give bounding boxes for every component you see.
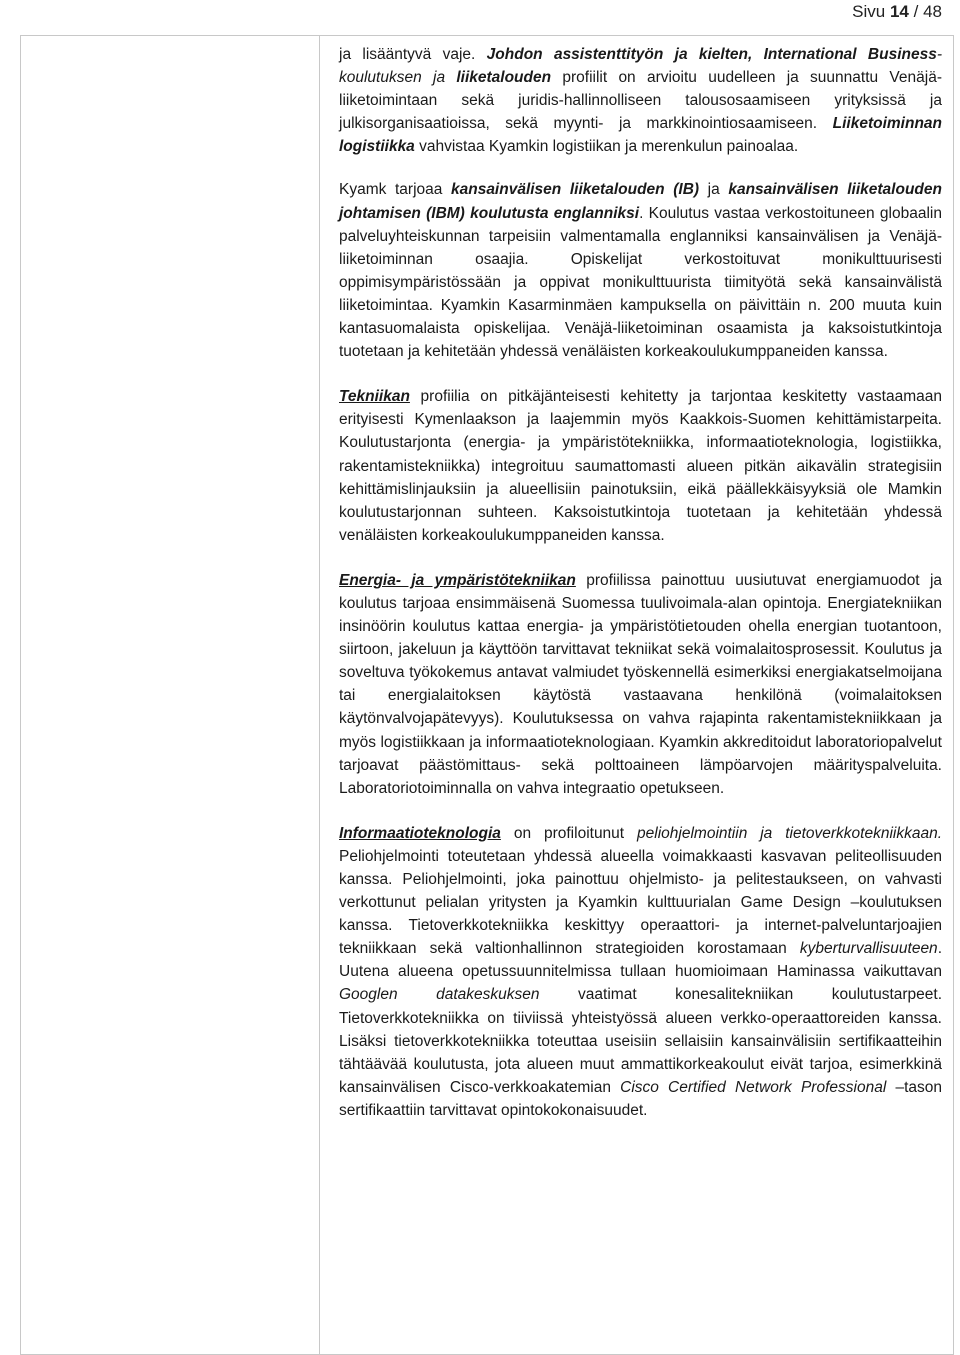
total-pages: 48: [923, 2, 942, 21]
body-text: [339, 43, 942, 1144]
emphasis-text: Tekniikan: [339, 388, 410, 406]
page-label: Sivu: [852, 2, 886, 21]
paragraph-energy: [339, 569, 942, 800]
left-margin-column: [20, 35, 320, 1355]
italic-text: kyberturvallisuuteen: [799, 940, 938, 958]
paragraph-international-business: [339, 178, 942, 363]
text-run: vahvistaa Kyamkin logistiikan ja merenkulun painoalaa.: [414, 138, 799, 156]
text-run: on profiloitunut: [500, 824, 638, 842]
current-page: 14: [889, 2, 909, 21]
paragraph-it: [339, 822, 942, 1122]
paragraph-technology: [339, 385, 942, 547]
italic-text: Googlen datakeskuksen: [339, 986, 540, 1004]
italic-text: -koulutuksen ja: [339, 46, 943, 87]
emphasis-text: Energia- ja ympäristötekniikan: [339, 571, 576, 589]
italic-text: Cisco Certified Network Professional: [620, 1078, 887, 1096]
text-run: ja: [699, 181, 729, 199]
text-run: . Koulutus vastaa verkostoituneen globaalin palveluyhteiskunnan tarpeisiin valmentamalla englanniksi kansainvälisen ja Venäjä-liiketoiminnan osaajia. Opiskelijat verkostoituvat monikulttuurisesti oppimisympäristössään ja oppivat monikulttuurista tiimityötä sekä kansainvälistä liiketoimintaa. Kyamkin Kasarminmäen kampuksella on päivittäin n. 200 muuta kuin kantasuomalaista opiskelijaa. Venäjä-liiketoiminan osaamista ja kaksoistutkintoja tuotetaan ja kehitetään yhdessä venäläisten korkeakoulukumppaneiden kanssa.: [339, 204, 942, 361]
text-run: Peliohjelmointi toteutetaan yhdessä alueella voimakkaasti kasvavan peliteollisuuden kanssa. Peliohjelmointi, joka painottuu ohjelmisto- ja pelitestaukseen, on vahvasti verkottunut pelialan yritysten ja Kyamkin kulttuurialan Game Design –koulutuksen kanssa. Tietoverkkotekniikka keskittyy operaattori- ja internet-palveluntarjoajien tekniikkaan sekä valtionhallinnon strategioiden korostamaan: [339, 847, 942, 958]
text-run: profiilia on pitkäjänteisesti kehitetty ja tarjontaa keskitetty vastaamaan erityisesti Kymenlaakson ja laajemmin myös Kaakkois-Suomen kehittämistarpeita. Koulutustarjonta (energia- ja ympäristötekniikka, informaatioteknologia, logistiikka, rakentamistekniikka) integroituu saumattomasti alueen pitkän aikavälin strategisiin kehittämislinjauksiin ja alueellisiin painotuksiin, eikä päällekkäisyyksiä ole Mamkin koulutustarjonnan suhteen. Kaksoistutkintoja tuotetaan ja kehitetään yhdessä venäläisten korkeakoulukumppaneiden kanssa.: [339, 388, 942, 544]
text-run: . Uutena alueena opetussuunnitelmissa tullaan huomioimaan Haminassa vaikuttavan: [339, 940, 942, 981]
text-run: profiilit on arvioitu uudelleen ja suunnattu Venäjä-liiketoimintaan sekä juridis-hallinnolliseen talousosaamiseen yrityksissä ja julkisorganisaatioissa, sekä myynti- ja markkinointiosaamiseen.: [339, 69, 942, 133]
italic-text: peliohjelmointiin ja tietoverkkotekniikkaan.: [637, 824, 943, 842]
emphasis-text: kansainvälisen liiketalouden (IB): [450, 181, 700, 199]
text-run: Kyamk tarjoaa: [339, 181, 451, 199]
emphasis-text: liiketalouden: [456, 69, 552, 87]
emphasis-text: Johdon assistenttityön ja kielten, International Business: [486, 46, 937, 63]
page-number: [852, 2, 942, 22]
text-run: ja lisääntyvä vaje.: [339, 46, 487, 63]
paragraph-business: [339, 43, 942, 158]
emphasis-text: kansainvälisen liiketalouden johtamisen (IBM) koulutusta englanniksi: [339, 181, 942, 222]
emphasis-text: Informaatioteknologia: [339, 824, 501, 842]
text-run: profiilissa painottuu uusiutuvat energiamuodot ja koulutus tarjoaa ensimmäisenä Suomessa tuulivoimala-alan opintoja. Energiatekniikan insinöörin koulutus kattaa energia- ja ympäristötietouden ohella energian tuotantoon, siirtoon, jakeluun ja käyttöön tarvittavat tekniikat sekä voimalaitosprosessit. Koulutus ja soveltuva työkokemus antavat valmiudet työskennellä esimerkiksi energiakatselmoijana tai energialaitoksen käytöstä vastaavana henkilönä (voimalaitoksen käytönvalvojapätevyys). Koulutuksessa on vahva rajapinta rakentamistekniikkaan ja myös logistiikkaan ja informaatioteknologiaan. Kyamkin akkreditoidut laboratoriopalvelut tarjoavat päästömittaus- sekä polttoaineen lämpöarvojen määrityspalveluita. Laboratoriotoiminnalla on vahva integraatio opetukseen.: [339, 571, 943, 797]
emphasis-text: Liiketoiminnan logistiikka: [339, 115, 942, 156]
page-separator: /: [913, 2, 919, 21]
text-run: –tason sertifikaattiin tarvittavat opintokokonaisuudet.: [339, 1078, 942, 1119]
text-run: vaatimat konesalitekniikan koulutustarpeet. Tietoverkkotekniikka on tiiviissä yhteistyössä alueen verkko-operaattoreiden kanssa. Lisäksi tietoverkkotekniikka toteuttaa useisiin sellaisiin kansainvälisiin sertifikaatteihin tähtäävää koulutusta, jota alueen muut ammattikorkeakoulut eivät tarjoa, esimerkkinä kansainvälisen Cisco-verkkoakatemian: [339, 986, 942, 1096]
